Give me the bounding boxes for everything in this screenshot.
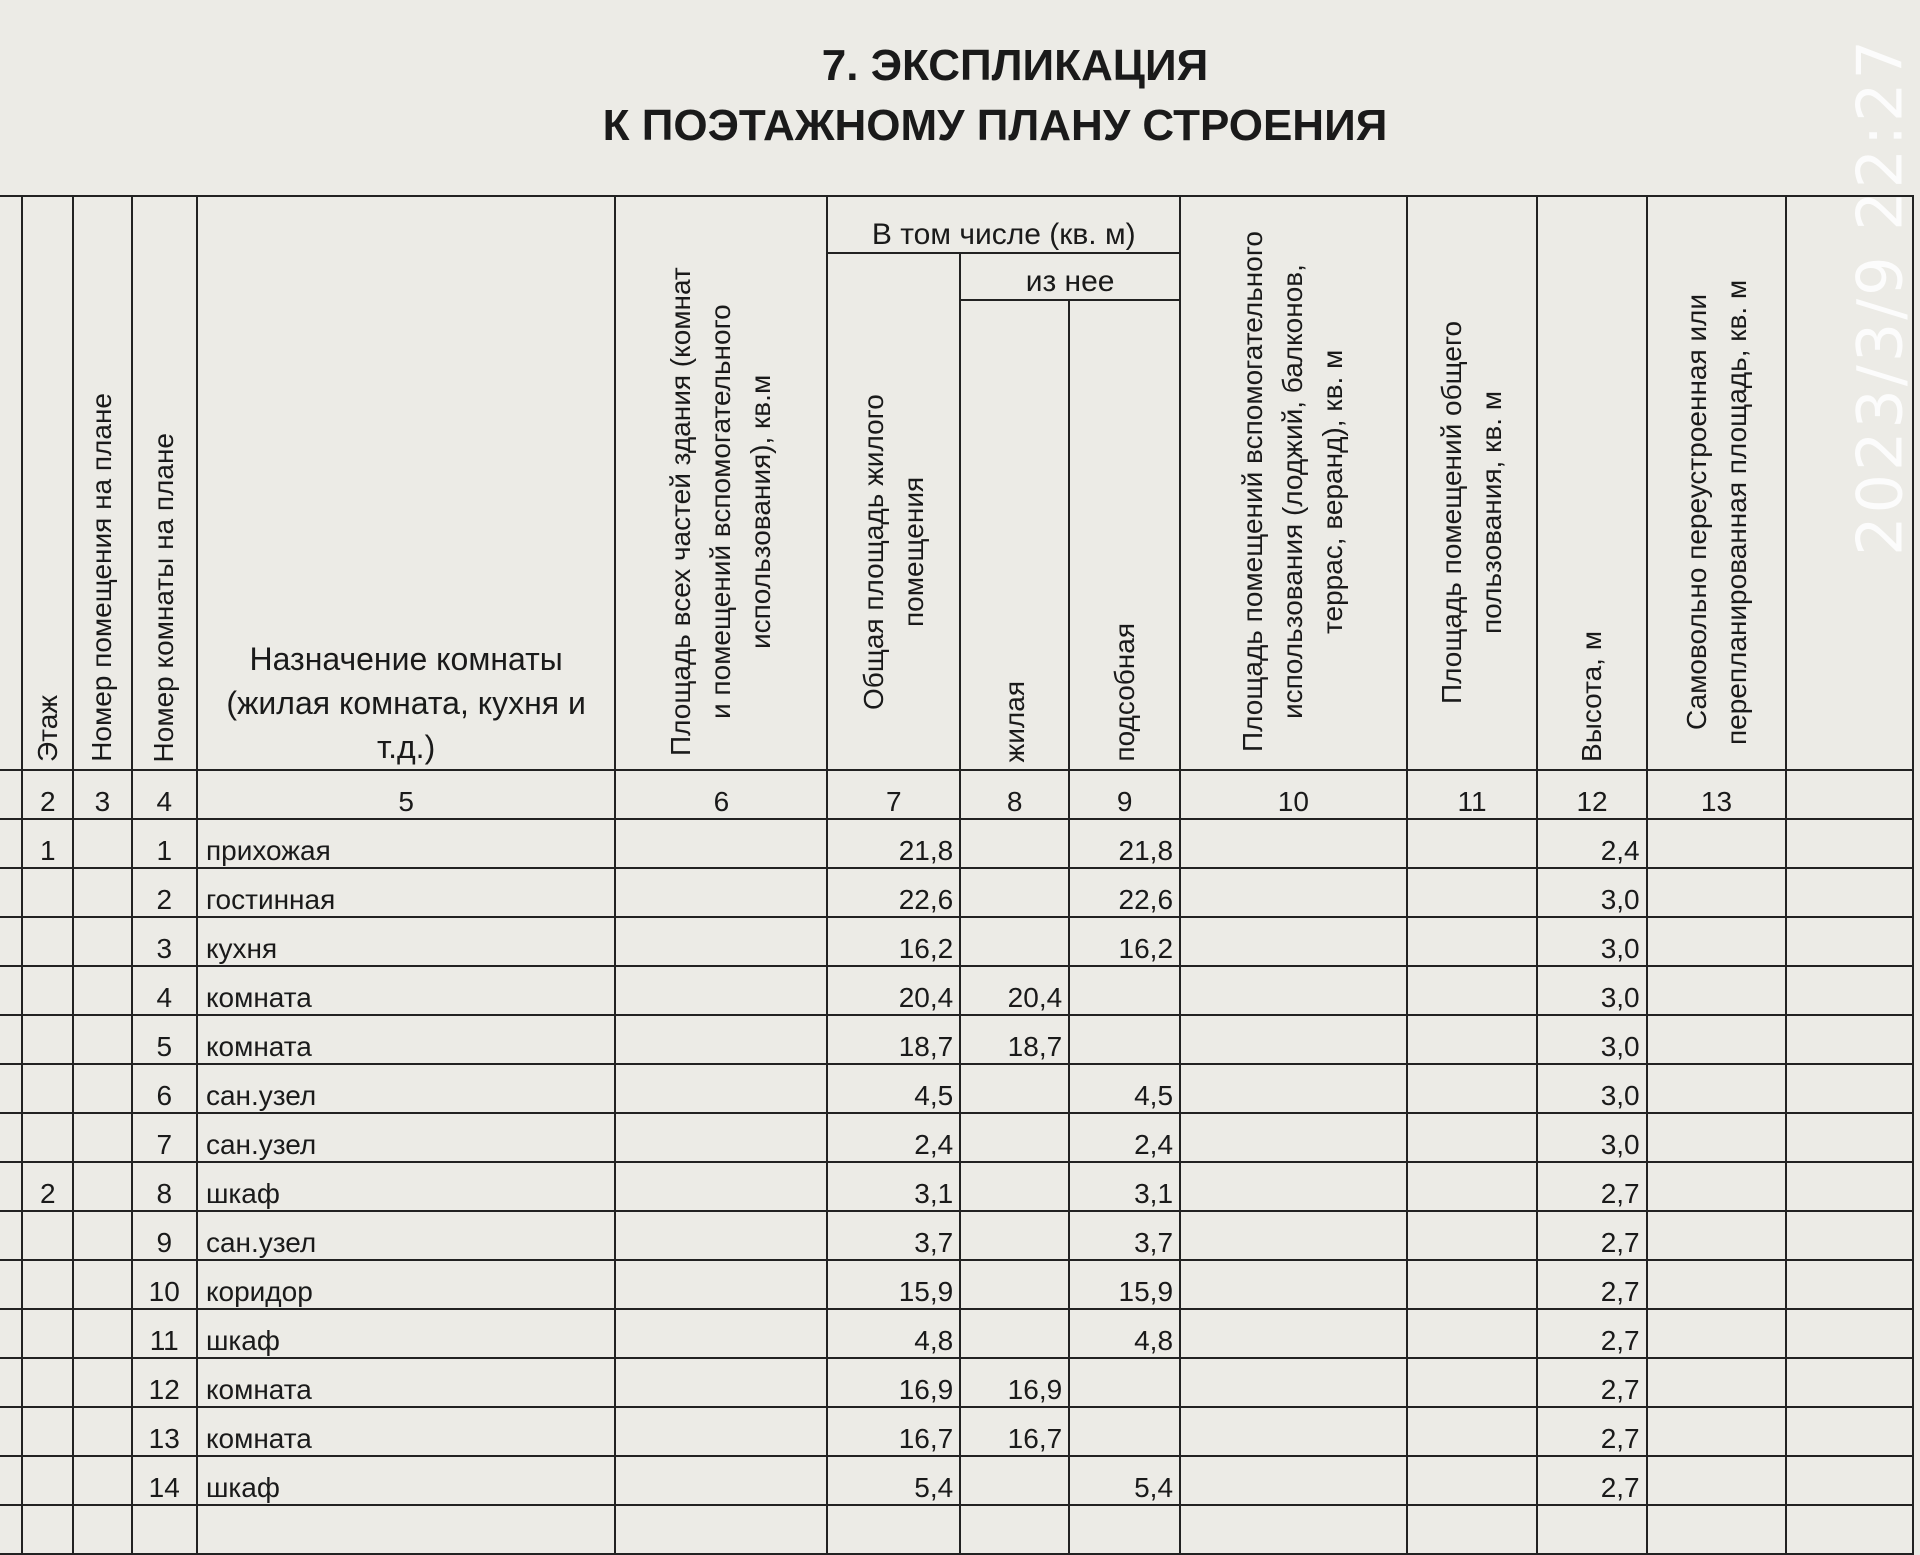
premise-number-cell [73,966,131,1015]
row-extra-cell [1786,1211,1913,1260]
room-purpose-cell: комната [197,1407,615,1456]
table-row [0,1113,1913,1162]
auxiliary-area-cell: 4,5 [1069,1064,1180,1113]
total-area-cell [615,1064,827,1113]
room-number-cell: 5 [132,1015,197,1064]
living-area-cell [960,1113,1069,1162]
header-room-number: Номер комнаты на плане [132,196,197,770]
premise-number-cell [73,1456,131,1505]
premise-number-cell [73,1407,131,1456]
column-number: 6 [615,770,827,819]
premise-number-cell [73,1260,131,1309]
height-cell: 2,7 [1537,1456,1646,1505]
header-common-use-area: Площадь помещений общего пользования, кв. м [1407,196,1538,770]
aux-use-area-cell [1180,917,1407,966]
total-area-cell [615,966,827,1015]
title-line-1: 7. ЭКСПЛИКАЦИЯ [821,41,1209,90]
table-body [0,819,1913,1554]
empty-cell [22,1505,73,1554]
aux-use-area-cell [1180,1309,1407,1358]
table-row [0,1407,1913,1456]
living-area-cell: 16,9 [960,1358,1069,1407]
header-height: Высота, м [1537,196,1646,770]
aux-use-area-cell [1180,819,1407,868]
room-number-cell: 1 [132,819,197,868]
row-extra-cell [1786,1162,1913,1211]
floor-cell [22,1407,73,1456]
living-area-cell [960,1211,1069,1260]
height-cell: 2,7 [1537,1407,1646,1456]
premise-number-cell [73,1309,131,1358]
empty-cell [1180,1505,1407,1554]
floor-cell: 2 [22,1162,73,1211]
row-extra-cell [1786,1015,1913,1064]
common-use-area-cell [1407,868,1538,917]
premise-number-cell [73,1211,131,1260]
floor-cell [22,1358,73,1407]
room-number-cell: 13 [132,1407,197,1456]
column-number: 4 [132,770,197,819]
room-purpose-cell: шкаф [197,1162,615,1211]
room-number-cell: 7 [132,1113,197,1162]
living-area-cell [960,917,1069,966]
height-cell: 2,4 [1537,819,1646,868]
column-number: 3 [73,770,131,819]
total-area-cell [615,1260,827,1309]
table-row [0,1015,1913,1064]
total-area-cell [615,819,827,868]
row-edge-cell [0,1211,22,1260]
general-area-cell: 3,7 [827,1211,960,1260]
general-area-cell: 2,4 [827,1113,960,1162]
photo-timestamp: 2023/3/9 22:27 [1843,37,1917,556]
room-purpose-cell: шкаф [197,1309,615,1358]
room-number-cell: 3 [132,917,197,966]
empty-cell [0,1505,22,1554]
auxiliary-area-cell: 16,2 [1069,917,1180,966]
row-edge-cell [0,1064,22,1113]
general-area-cell: 21,8 [827,819,960,868]
header-premise-number: Номер помещения на плане [73,196,131,770]
row-extra-cell [1786,1113,1913,1162]
room-purpose-cell: сан.узел [197,1064,615,1113]
self-rebuilt-cell [1647,966,1787,1015]
explication-table [0,195,1914,1555]
row-extra-cell [1786,819,1913,868]
empty-cell [615,1505,827,1554]
height-cell: 3,0 [1537,966,1646,1015]
room-number-cell: 14 [132,1456,197,1505]
general-area-cell: 20,4 [827,966,960,1015]
room-purpose-cell: комната [197,1015,615,1064]
total-area-cell [615,1407,827,1456]
floor-cell [22,868,73,917]
auxiliary-area-cell [1069,1358,1180,1407]
self-rebuilt-cell [1647,1113,1787,1162]
living-area-cell [960,1309,1069,1358]
living-area-cell: 20,4 [960,966,1069,1015]
table-row-empty [0,1505,1913,1554]
auxiliary-area-cell: 3,7 [1069,1211,1180,1260]
row-edge-cell [0,1015,22,1064]
self-rebuilt-cell [1647,1407,1787,1456]
row-edge-cell [0,966,22,1015]
premise-number-cell [73,917,131,966]
aux-use-area-cell [1180,1358,1407,1407]
row-edge-cell [0,868,22,917]
floor-cell [22,1211,73,1260]
empty-cell [197,1505,615,1554]
self-rebuilt-cell [1647,1456,1787,1505]
living-area-cell: 18,7 [960,1015,1069,1064]
header-self-rebuilt: Самовольно переустроенная или перепланированная площадь, кв. м [1647,196,1787,770]
total-area-cell [615,868,827,917]
room-number-cell: 8 [132,1162,197,1211]
floor-cell: 1 [22,819,73,868]
aux-use-area-cell [1180,966,1407,1015]
aux-use-area-cell [1180,868,1407,917]
auxiliary-area-cell [1069,966,1180,1015]
premise-number-cell [73,1015,131,1064]
header-including: В том числе (кв. м) [827,196,1180,253]
height-cell: 2,7 [1537,1358,1646,1407]
floor-cell [22,1456,73,1505]
room-number-cell: 11 [132,1309,197,1358]
table-row [0,1162,1913,1211]
self-rebuilt-cell [1647,917,1787,966]
general-area-cell: 4,8 [827,1309,960,1358]
height-cell: 3,0 [1537,917,1646,966]
self-rebuilt-cell [1647,1260,1787,1309]
header-floor: Этаж [22,196,73,770]
self-rebuilt-cell [1647,819,1787,868]
room-purpose-cell: сан.узел [197,1113,615,1162]
column-number: 8 [960,770,1069,819]
aux-use-area-cell [1180,1162,1407,1211]
total-area-cell [615,1113,827,1162]
common-use-area-cell [1407,1456,1538,1505]
common-use-area-cell [1407,819,1538,868]
row-edge-cell [0,1162,22,1211]
header-total-area: Площадь всех частей здания (комнат и помещений вспомогательного использования), кв.м [615,196,827,770]
living-area-cell [960,1456,1069,1505]
total-area-cell [615,1309,827,1358]
total-area-cell [615,1211,827,1260]
column-number: 12 [1537,770,1646,819]
total-area-cell [615,1358,827,1407]
living-area-cell [960,1162,1069,1211]
empty-cell [73,1505,131,1554]
common-use-area-cell [1407,1407,1538,1456]
column-number: 2 [22,770,73,819]
height-cell: 3,0 [1537,1015,1646,1064]
auxiliary-area-cell: 15,9 [1069,1260,1180,1309]
header-auxiliary: подсобная [1069,300,1180,770]
column-number: 10 [1180,770,1407,819]
height-cell: 3,0 [1537,1113,1646,1162]
table-row [0,868,1913,917]
height-cell: 3,0 [1537,868,1646,917]
total-area-cell [615,1162,827,1211]
common-use-area-cell [1407,1211,1538,1260]
auxiliary-area-cell: 22,6 [1069,868,1180,917]
general-area-cell: 22,6 [827,868,960,917]
general-area-cell: 4,5 [827,1064,960,1113]
row-extra-cell [1786,917,1913,966]
row-extra-cell [1786,1407,1913,1456]
empty-cell [1786,1505,1913,1554]
floor-cell [22,1113,73,1162]
column-number: 11 [1407,770,1538,819]
room-purpose-cell: гостинная [197,868,615,917]
self-rebuilt-cell [1647,1162,1787,1211]
height-cell: 3,0 [1537,1064,1646,1113]
auxiliary-area-cell [1069,1015,1180,1064]
room-purpose-cell: комната [197,966,615,1015]
row-extra-cell [1786,1260,1913,1309]
header-living: жилая [960,300,1069,770]
column-number-row [0,770,1913,819]
aux-use-area-cell [1180,1211,1407,1260]
premise-number-cell [73,1162,131,1211]
common-use-area-cell [1407,1113,1538,1162]
common-use-area-cell [1407,1260,1538,1309]
empty-cell [1537,1505,1646,1554]
room-purpose-cell: сан.узел [197,1211,615,1260]
row-extra-cell [1786,966,1913,1015]
general-area-cell: 16,7 [827,1407,960,1456]
empty-cell [1069,1505,1180,1554]
aux-use-area-cell [1180,1113,1407,1162]
row-edge-cell [0,1358,22,1407]
room-number-cell: 10 [132,1260,197,1309]
premise-number-cell [73,1113,131,1162]
floor-cell [22,917,73,966]
living-area-cell: 16,7 [960,1407,1069,1456]
total-area-cell [615,1015,827,1064]
height-cell: 2,7 [1537,1211,1646,1260]
self-rebuilt-cell [1647,1064,1787,1113]
living-area-cell [960,868,1069,917]
auxiliary-area-cell: 5,4 [1069,1456,1180,1505]
table-row [0,819,1913,868]
auxiliary-area-cell: 3,1 [1069,1162,1180,1211]
column-number-extra [1786,770,1913,819]
general-area-cell: 16,9 [827,1358,960,1407]
self-rebuilt-cell [1647,868,1787,917]
column-number: 5 [197,770,615,819]
column-number: 9 [1069,770,1180,819]
premise-number-cell [73,1064,131,1113]
room-purpose-cell: комната [197,1358,615,1407]
room-purpose-cell: прихожая [197,819,615,868]
general-area-cell: 3,1 [827,1162,960,1211]
row-extra-cell [1786,1456,1913,1505]
room-purpose-cell: шкаф [197,1456,615,1505]
column-number: 7 [827,770,960,819]
height-cell: 2,7 [1537,1309,1646,1358]
floor-cell [22,966,73,1015]
row-extra-cell [1786,1309,1913,1358]
title-line-2: К ПОЭТАЖНОМУ ПЛАНУ СТРОЕНИЯ [602,101,1388,150]
aux-use-area-cell [1180,1260,1407,1309]
floor-cell [22,1260,73,1309]
common-use-area-cell [1407,1358,1538,1407]
aux-use-area-cell [1180,1456,1407,1505]
room-number-cell: 2 [132,868,197,917]
row-extra-cell [1786,868,1913,917]
premise-number-cell [73,868,131,917]
living-area-cell [960,1260,1069,1309]
aux-use-area-cell [1180,1015,1407,1064]
height-cell: 2,7 [1537,1260,1646,1309]
common-use-area-cell [1407,1309,1538,1358]
header-living-total: Общая площадь жилого помещения [827,253,960,770]
row-edge-cell [0,1309,22,1358]
living-area-cell [960,1064,1069,1113]
room-purpose-cell: кухня [197,917,615,966]
row-edge-cell [0,1407,22,1456]
table-row [0,917,1913,966]
empty-cell [132,1505,197,1554]
room-number-cell: 12 [132,1358,197,1407]
floor-cell [22,1064,73,1113]
room-number-cell: 6 [132,1064,197,1113]
auxiliary-area-cell: 21,8 [1069,819,1180,868]
empty-cell [1407,1505,1538,1554]
row-edge-cell [0,1113,22,1162]
row-extra-cell [1786,1064,1913,1113]
self-rebuilt-cell [1647,1358,1787,1407]
table-row [0,1309,1913,1358]
floor-cell [22,1309,73,1358]
aux-use-area-cell [1180,1064,1407,1113]
table-row [0,1064,1913,1113]
header-of-which: из нее [960,253,1180,300]
auxiliary-area-cell: 4,8 [1069,1309,1180,1358]
empty-cell [960,1505,1069,1554]
room-number-cell: 4 [132,966,197,1015]
general-area-cell: 5,4 [827,1456,960,1505]
living-area-cell [960,819,1069,868]
auxiliary-area-cell: 2,4 [1069,1113,1180,1162]
self-rebuilt-cell [1647,1309,1787,1358]
aux-use-area-cell [1180,1407,1407,1456]
empty-cell [827,1505,960,1554]
common-use-area-cell [1407,1015,1538,1064]
room-number-cell: 9 [132,1211,197,1260]
total-area-cell [615,917,827,966]
common-use-area-cell [1407,966,1538,1015]
header-edge [0,196,22,770]
auxiliary-area-cell [1069,1407,1180,1456]
self-rebuilt-cell [1647,1211,1787,1260]
table-row [0,1211,1913,1260]
header-aux-use-area: Площадь помещений вспомогательного использования (лоджий, балконов, террас, веранд), кв. м [1180,196,1407,770]
table-row [0,966,1913,1015]
common-use-area-cell [1407,917,1538,966]
row-edge-cell [0,1456,22,1505]
table-row [0,1456,1913,1505]
column-number-edge [0,770,22,819]
row-edge-cell [0,917,22,966]
total-area-cell [615,1456,827,1505]
table-row [0,1260,1913,1309]
header-room-purpose: Назначение комнаты (жилая комната, кухня и т.д.) [197,196,615,770]
general-area-cell: 15,9 [827,1260,960,1309]
height-cell: 2,7 [1537,1162,1646,1211]
table-row [0,1358,1913,1407]
row-edge-cell [0,1260,22,1309]
column-number: 13 [1647,770,1787,819]
row-extra-cell [1786,1358,1913,1407]
premise-number-cell [73,819,131,868]
document-title [0,36,1920,156]
row-edge-cell [0,819,22,868]
general-area-cell: 18,7 [827,1015,960,1064]
self-rebuilt-cell [1647,1015,1787,1064]
floor-cell [22,1015,73,1064]
common-use-area-cell [1407,1064,1538,1113]
premise-number-cell [73,1358,131,1407]
room-purpose-cell: коридор [197,1260,615,1309]
common-use-area-cell [1407,1162,1538,1211]
general-area-cell: 16,2 [827,917,960,966]
empty-cell [1647,1505,1787,1554]
